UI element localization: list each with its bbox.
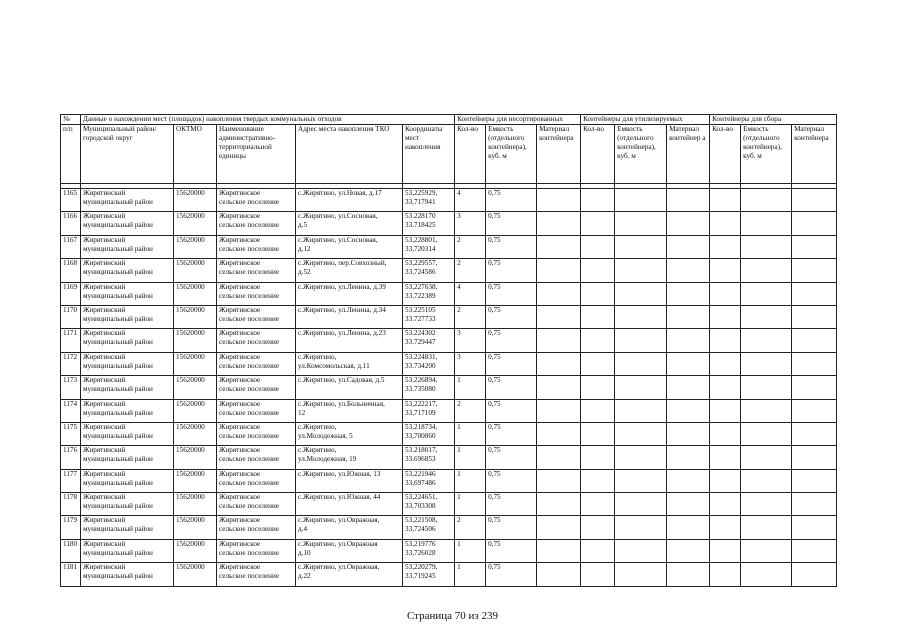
admin-unit-cell: Жирятинское сельское поселение (217, 329, 296, 352)
collection-material-cell (792, 235, 837, 258)
container-material-cell (537, 399, 581, 422)
recycle-qty-cell (581, 259, 615, 282)
col-material2-header: Материал контейнер а (667, 125, 710, 184)
col-no-header: № (61, 115, 81, 125)
recycle-material-cell (667, 329, 710, 352)
container-qty-cell: 2 (455, 305, 486, 328)
row-number-cell: 1181 (61, 563, 81, 586)
oktmo-cell: 15620000 (174, 235, 217, 258)
collection-capacity-cell (741, 376, 792, 399)
recycle-qty-cell (581, 212, 615, 235)
recycle-capacity-cell (615, 212, 667, 235)
collection-qty-cell (710, 352, 741, 375)
row-number-cell: 1168 (61, 259, 81, 282)
oktmo-cell: 15620000 (174, 469, 217, 492)
container-qty-cell: 3 (455, 352, 486, 375)
recycle-capacity-cell (615, 282, 667, 305)
district-cell: Жирятинский муниципальный район (81, 305, 174, 328)
address-cell: с.Жирятино, ул.Садовая, д.5 (296, 376, 403, 399)
recycle-material-cell (667, 189, 710, 212)
coordinates-cell: 53,221946 33,697486 (403, 469, 455, 492)
collection-qty-cell (710, 469, 741, 492)
collection-capacity-cell (741, 399, 792, 422)
oktmo-cell: 15620000 (174, 212, 217, 235)
row-number-cell: 1173 (61, 376, 81, 399)
address-cell: с.Жирятино, ул.Ленина, д.34 (296, 305, 403, 328)
col-capacity3-header: Емкость (отдельного контейнера), куб. м (741, 125, 792, 184)
recycle-capacity-cell (615, 422, 667, 445)
recycle-material-cell (667, 259, 710, 282)
admin-unit-cell: Жирятинское сельское поселение (217, 539, 296, 562)
waste-sites-table (60, 114, 837, 587)
recycle-capacity-cell (615, 376, 667, 399)
collection-qty-cell (710, 376, 741, 399)
oktmo-cell: 15620000 (174, 376, 217, 399)
table-row (61, 493, 837, 516)
coordinates-cell: 53.225105 33.727733 (403, 305, 455, 328)
recycle-capacity-cell (615, 399, 667, 422)
coordinates-cell: 53.224302 33.729447 (403, 329, 455, 352)
oktmo-cell: 15620000 (174, 563, 217, 586)
row-number-cell: 1179 (61, 516, 81, 539)
table-row (61, 469, 837, 492)
collection-capacity-cell (741, 446, 792, 469)
admin-unit-cell: Жирятинское сельское поселение (217, 399, 296, 422)
address-cell: с.Жирятино, ул.Сосновая, д.12 (296, 235, 403, 258)
admin-unit-cell: Жирятинское сельское поселение (217, 516, 296, 539)
container-material-cell (537, 446, 581, 469)
admin-unit-cell: Жирятинское сельское поселение (217, 235, 296, 258)
recycle-material-cell (667, 539, 710, 562)
container-material-cell (537, 516, 581, 539)
container-material-cell (537, 352, 581, 375)
collection-qty-cell (710, 282, 741, 305)
col-coords-header: Координаты мест накопления (403, 125, 455, 184)
collection-qty-cell (710, 189, 741, 212)
recycle-qty-cell (581, 399, 615, 422)
collection-material-cell (792, 539, 837, 562)
collection-qty-cell (710, 539, 741, 562)
oktmo-cell: 15620000 (174, 399, 217, 422)
recycle-material-cell (667, 282, 710, 305)
address-cell: с.Жирятино, ул.Южная, 44 (296, 493, 403, 516)
collection-capacity-cell (741, 235, 792, 258)
table-row (61, 189, 837, 212)
district-cell: Жирятинский муниципальный район (81, 563, 174, 586)
recycle-material-cell (667, 563, 710, 586)
container-capacity-cell: 0,75 (486, 422, 537, 445)
container-capacity-cell: 0,75 (486, 516, 537, 539)
container-capacity-cell: 0,75 (486, 469, 537, 492)
container-capacity-cell: 0,75 (486, 399, 537, 422)
collection-material-cell (792, 212, 837, 235)
address-cell: с.Жирятино, ул.Сосновая, д.5 (296, 212, 403, 235)
oktmo-cell: 15620000 (174, 516, 217, 539)
container-material-cell (537, 422, 581, 445)
collection-qty-cell (710, 563, 741, 586)
address-cell: с.Жирятино, ул.Южная, 13 (296, 469, 403, 492)
container-qty-cell: 4 (455, 282, 486, 305)
admin-unit-cell: Жирятинское сельское поселение (217, 212, 296, 235)
admin-unit-cell: Жирятинское сельское поселение (217, 189, 296, 212)
collection-material-cell (792, 352, 837, 375)
recycle-capacity-cell (615, 563, 667, 586)
table-row (61, 259, 837, 282)
container-capacity-cell: 0,75 (486, 329, 537, 352)
collection-material-cell (792, 446, 837, 469)
collection-capacity-cell (741, 422, 792, 445)
col-material3-header: Материал контейнера (792, 125, 837, 184)
coordinates-cell: 53,222217, 33,717109 (403, 399, 455, 422)
container-capacity-cell: 0,75 (486, 282, 537, 305)
recycle-capacity-cell (615, 469, 667, 492)
coordinates-cell: 53,224651, 33,703308 (403, 493, 455, 516)
group-main-header: Данные о нахождении мест (площадок) накопления твердых коммунальных отходов (81, 115, 455, 125)
collection-material-cell (792, 189, 837, 212)
row-number-cell: 1166 (61, 212, 81, 235)
container-material-cell (537, 493, 581, 516)
container-material-cell (537, 259, 581, 282)
container-capacity-cell: 0,75 (486, 376, 537, 399)
district-cell: Жирятинский муниципальный район (81, 493, 174, 516)
container-qty-cell: 1 (455, 493, 486, 516)
admin-unit-cell: Жирятинское сельское поселение (217, 352, 296, 375)
district-cell: Жирятинский муниципальный район (81, 329, 174, 352)
collection-qty-cell (710, 493, 741, 516)
coordinates-cell: 53,218734, 33,700860 (403, 422, 455, 445)
table-row (61, 305, 837, 328)
container-capacity-cell: 0,75 (486, 352, 537, 375)
collection-material-cell (792, 399, 837, 422)
container-capacity-cell: 0,75 (486, 305, 537, 328)
container-qty-cell: 3 (455, 212, 486, 235)
coordinates-cell: 53.218017, 33.696853 (403, 446, 455, 469)
recycle-qty-cell (581, 563, 615, 586)
admin-unit-cell: Жирятинское сельское поселение (217, 259, 296, 282)
oktmo-cell: 15620000 (174, 539, 217, 562)
coordinates-cell: 53,228801, 33,720314 (403, 235, 455, 258)
district-cell: Жирятинский муниципальный район (81, 422, 174, 445)
district-cell: Жирятинский муниципальный район (81, 399, 174, 422)
row-number-cell: 1177 (61, 469, 81, 492)
recycle-qty-cell (581, 493, 615, 516)
collection-material-cell (792, 282, 837, 305)
recycle-qty-cell (581, 516, 615, 539)
collection-material-cell (792, 469, 837, 492)
col-address-header: Адрес места накопления ТКО (296, 125, 403, 184)
coordinates-cell: 53,219776 33,726028 (403, 539, 455, 562)
container-qty-cell: 1 (455, 563, 486, 586)
district-cell: Жирятинский муниципальный район (81, 189, 174, 212)
recycle-material-cell (667, 422, 710, 445)
recycle-qty-cell (581, 189, 615, 212)
admin-unit-cell: Жирятинское сельское поселение (217, 493, 296, 516)
coordinates-cell: 53.224831, 33.734200 (403, 352, 455, 375)
recycle-qty-cell (581, 282, 615, 305)
recycle-material-cell (667, 235, 710, 258)
recycle-material-cell (667, 305, 710, 328)
collection-material-cell (792, 422, 837, 445)
recycle-capacity-cell (615, 516, 667, 539)
group-recycle-header: Контейнеры для утилизируемых (581, 115, 710, 125)
recycle-qty-cell (581, 422, 615, 445)
collection-capacity-cell (741, 212, 792, 235)
collection-qty-cell (710, 446, 741, 469)
recycle-qty-cell (581, 305, 615, 328)
col-admin-header: Наименование административно-территориальной единицы (217, 125, 296, 184)
district-cell: Жирятинский муниципальный район (81, 352, 174, 375)
collection-capacity-cell (741, 189, 792, 212)
oktmo-cell: 15620000 (174, 189, 217, 212)
coordinates-cell: 53,221508, 33,724506 (403, 516, 455, 539)
oktmo-cell: 15620000 (174, 493, 217, 516)
row-number-cell: 1169 (61, 282, 81, 305)
district-cell: Жирятинский муниципальный район (81, 446, 174, 469)
container-qty-cell: 1 (455, 422, 486, 445)
address-cell: с.Жирятино, ул.Овражная д.10 (296, 539, 403, 562)
row-number-cell: 1178 (61, 493, 81, 516)
table-row (61, 422, 837, 445)
container-material-cell (537, 329, 581, 352)
container-material-cell (537, 235, 581, 258)
address-cell: с.Жирятино, ул.Новая, д.17 (296, 189, 403, 212)
table-row (61, 235, 837, 258)
row-number-cell: 1180 (61, 539, 81, 562)
collection-qty-cell (710, 329, 741, 352)
collection-qty-cell (710, 305, 741, 328)
recycle-qty-cell (581, 469, 615, 492)
collection-qty-cell (710, 516, 741, 539)
table-row (61, 563, 837, 586)
container-material-cell (537, 469, 581, 492)
oktmo-cell: 15620000 (174, 282, 217, 305)
recycle-material-cell (667, 469, 710, 492)
container-capacity-cell: 0,75 (486, 259, 537, 282)
collection-capacity-cell (741, 282, 792, 305)
container-capacity-cell: 0,75 (486, 446, 537, 469)
address-cell: с.Жирятино, ул.Овражная, д.4 (296, 516, 403, 539)
recycle-qty-cell (581, 446, 615, 469)
district-cell: Жирятинский муниципальный район (81, 469, 174, 492)
recycle-capacity-cell (615, 235, 667, 258)
oktmo-cell: 15620000 (174, 446, 217, 469)
collection-qty-cell (710, 212, 741, 235)
address-cell: с.Жирятино, ул.Овражная, д.22 (296, 563, 403, 586)
recycle-material-cell (667, 376, 710, 399)
table-row (61, 376, 837, 399)
col-qty3-header: Кол-во (710, 125, 741, 184)
row-number-cell: 1174 (61, 399, 81, 422)
admin-unit-cell: Жирятинское сельское поселение (217, 305, 296, 328)
admin-unit-cell: Жирятинское сельское поселение (217, 422, 296, 445)
col-pp-header: п/п (61, 125, 81, 184)
container-capacity-cell: 0,75 (486, 212, 537, 235)
admin-unit-cell: Жирятинское сельское поселение (217, 469, 296, 492)
table-row (61, 352, 837, 375)
table-row (61, 516, 837, 539)
page-number: Страница 70 из 239 (406, 610, 499, 622)
oktmo-cell: 15620000 (174, 352, 217, 375)
recycle-material-cell (667, 493, 710, 516)
table-row (61, 399, 837, 422)
row-number-cell: 1170 (61, 305, 81, 328)
oktmo-cell: 15620000 (174, 305, 217, 328)
recycle-qty-cell (581, 329, 615, 352)
row-number-cell: 1167 (61, 235, 81, 258)
row-number-cell: 1172 (61, 352, 81, 375)
collection-capacity-cell (741, 469, 792, 492)
recycle-material-cell (667, 516, 710, 539)
group-unsorted-header: Контейнеры для несортированных (455, 115, 581, 125)
collection-material-cell (792, 563, 837, 586)
coordinates-cell: 53,227638, 33,722389 (403, 282, 455, 305)
col-material-header: Материал контейнера (537, 125, 581, 184)
coordinates-cell: 53.226894, 33.735080 (403, 376, 455, 399)
collection-capacity-cell (741, 329, 792, 352)
address-cell: с.Жирятино, ул.Молодежная, 19 (296, 446, 403, 469)
address-cell: с.Жирятино, ул.Молодежная, 5 (296, 422, 403, 445)
address-cell: с.Жирятино, пер.Совхозный, д.52 (296, 259, 403, 282)
oktmo-cell: 15620000 (174, 259, 217, 282)
container-capacity-cell: 0,75 (486, 493, 537, 516)
container-capacity-cell: 0,75 (486, 189, 537, 212)
container-qty-cell: 2 (455, 516, 486, 539)
col-district-header: Муниципальный район/городской округ (81, 125, 174, 184)
collection-capacity-cell (741, 259, 792, 282)
container-capacity-cell: 0,75 (486, 235, 537, 258)
recycle-capacity-cell (615, 493, 667, 516)
collection-capacity-cell (741, 516, 792, 539)
collection-qty-cell (710, 235, 741, 258)
coordinates-cell: 53,229557, 33,724586 (403, 259, 455, 282)
collection-material-cell (792, 376, 837, 399)
table-row (61, 212, 837, 235)
recycle-capacity-cell (615, 305, 667, 328)
admin-unit-cell: Жирятинское сельское поселение (217, 563, 296, 586)
table-row (61, 539, 837, 562)
container-material-cell (537, 539, 581, 562)
recycle-capacity-cell (615, 446, 667, 469)
district-cell: Жирятинский муниципальный район (81, 376, 174, 399)
col-capacity-header: Емкость (отдельного контейнера), куб. м (486, 125, 537, 184)
header-column-row (61, 125, 837, 184)
collection-qty-cell (710, 259, 741, 282)
district-cell: Жирятинский муниципальный район (81, 539, 174, 562)
recycle-material-cell (667, 352, 710, 375)
collection-material-cell (792, 329, 837, 352)
collection-qty-cell (710, 399, 741, 422)
container-qty-cell: 1 (455, 376, 486, 399)
district-cell: Жирятинский муниципальный район (81, 282, 174, 305)
collection-material-cell (792, 259, 837, 282)
recycle-qty-cell (581, 235, 615, 258)
collection-capacity-cell (741, 563, 792, 586)
row-number-cell: 1176 (61, 446, 81, 469)
row-number-cell: 1165 (61, 189, 81, 212)
container-material-cell (537, 189, 581, 212)
recycle-capacity-cell (615, 259, 667, 282)
district-cell: Жирятинский муниципальный район (81, 259, 174, 282)
district-cell: Жирятинский муниципальный район (81, 212, 174, 235)
recycle-capacity-cell (615, 189, 667, 212)
col-qty-header: Кол-во (455, 125, 486, 184)
admin-unit-cell: Жирятинское сельское поселение (217, 282, 296, 305)
group-collection-header: Контейнеры для сбора (710, 115, 837, 125)
oktmo-cell: 15620000 (174, 329, 217, 352)
recycle-capacity-cell (615, 329, 667, 352)
col-capacity2-header: Емкость (отдельного контейнера), куб. м (615, 125, 667, 184)
oktmo-cell: 15620000 (174, 422, 217, 445)
table-row (61, 282, 837, 305)
recycle-material-cell (667, 212, 710, 235)
collection-capacity-cell (741, 539, 792, 562)
address-cell: с.Жирятино, ул.Ленина, д.39 (296, 282, 403, 305)
recycle-material-cell (667, 446, 710, 469)
container-qty-cell: 1 (455, 469, 486, 492)
table-row (61, 446, 837, 469)
recycle-qty-cell (581, 376, 615, 399)
address-cell: с.Жирятино, ул.Больничная, 12 (296, 399, 403, 422)
container-qty-cell: 2 (455, 399, 486, 422)
container-qty-cell: 2 (455, 235, 486, 258)
container-material-cell (537, 212, 581, 235)
collection-material-cell (792, 493, 837, 516)
container-material-cell (537, 563, 581, 586)
district-cell: Жирятинский муниципальный район (81, 516, 174, 539)
row-number-cell: 1175 (61, 422, 81, 445)
admin-unit-cell: Жирятинское сельское поселение (217, 446, 296, 469)
collection-material-cell (792, 516, 837, 539)
container-capacity-cell: 0,75 (486, 563, 537, 586)
container-qty-cell: 3 (455, 329, 486, 352)
table-body (61, 189, 837, 587)
collection-capacity-cell (741, 493, 792, 516)
col-qty2-header: Кол-во (581, 125, 615, 184)
table-row (61, 329, 837, 352)
coordinates-cell: 53,220279, 33,719245 (403, 563, 455, 586)
address-cell: с.Жирятино, ул.Комсомольская, д.11 (296, 352, 403, 375)
recycle-material-cell (667, 399, 710, 422)
collection-qty-cell (710, 422, 741, 445)
admin-unit-cell: Жирятинское сельское поселение (217, 376, 296, 399)
container-qty-cell: 1 (455, 539, 486, 562)
container-material-cell (537, 305, 581, 328)
recycle-qty-cell (581, 539, 615, 562)
recycle-capacity-cell (615, 352, 667, 375)
collection-capacity-cell (741, 305, 792, 328)
collection-material-cell (792, 305, 837, 328)
address-cell: с.Жирятино, ул.Ленина, д.23 (296, 329, 403, 352)
coordinates-cell: 53.228170 33.718425 (403, 212, 455, 235)
container-material-cell (537, 376, 581, 399)
collection-capacity-cell (741, 352, 792, 375)
col-oktmo-header: ОКТМО (174, 125, 217, 184)
header-group-row (61, 115, 837, 125)
container-qty-cell: 2 (455, 259, 486, 282)
container-capacity-cell: 0,75 (486, 539, 537, 562)
container-qty-cell: 1 (455, 446, 486, 469)
row-number-cell: 1171 (61, 329, 81, 352)
recycle-qty-cell (581, 352, 615, 375)
container-material-cell (537, 282, 581, 305)
coordinates-cell: 53,225929, 33,717941 (403, 189, 455, 212)
district-cell: Жирятинский муниципальный район (81, 235, 174, 258)
recycle-capacity-cell (615, 539, 667, 562)
container-qty-cell: 4 (455, 189, 486, 212)
